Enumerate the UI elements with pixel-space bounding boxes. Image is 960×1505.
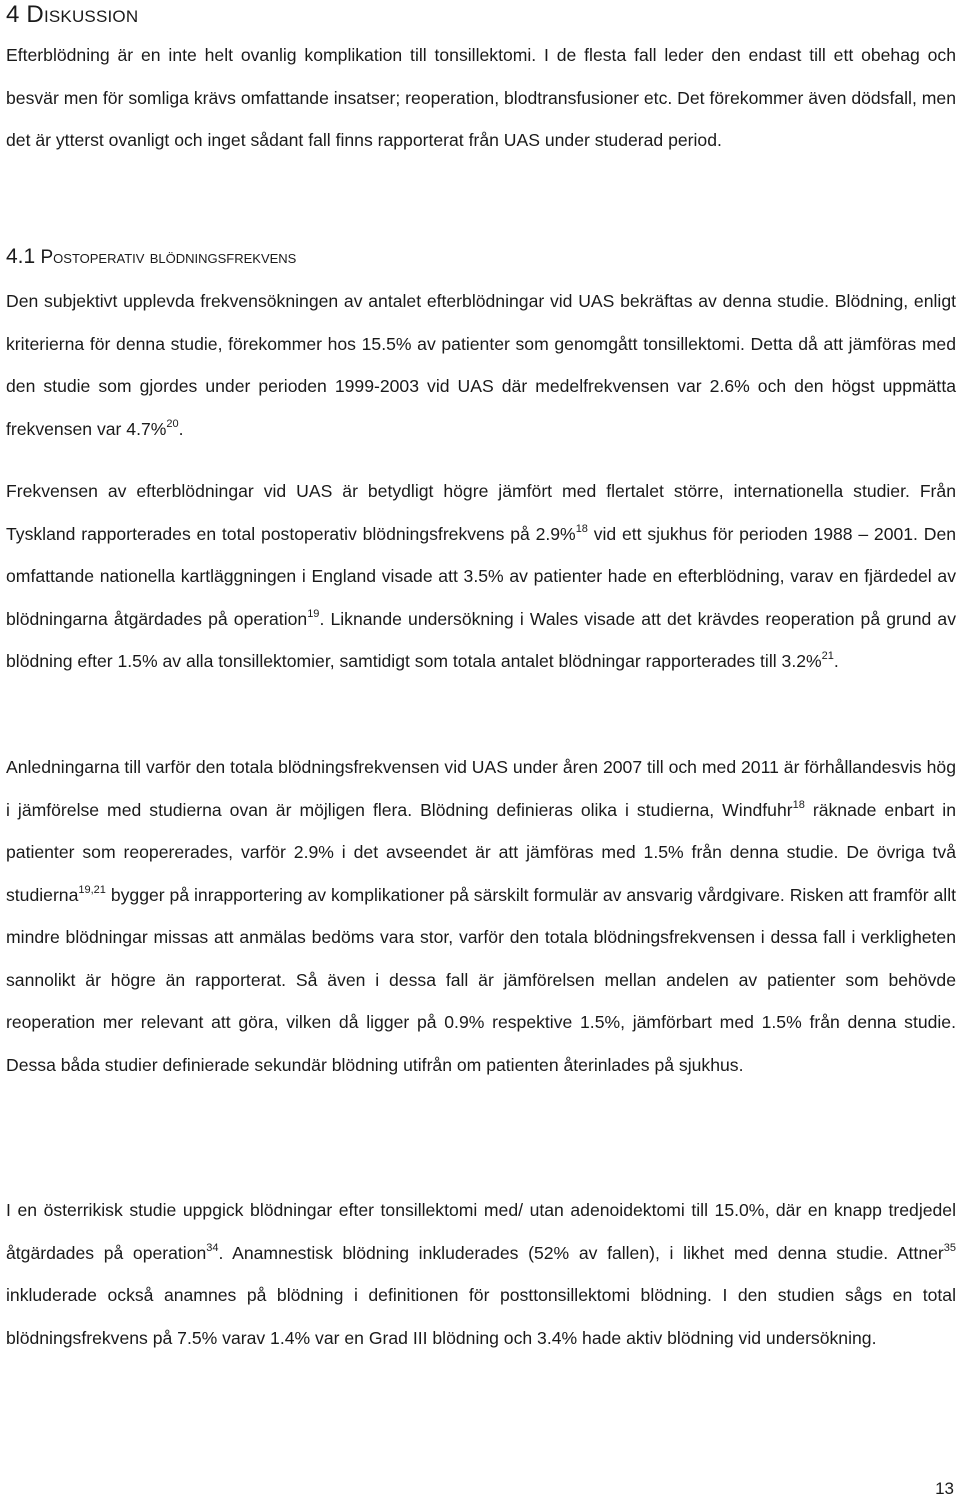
citation-ref: 21 — [821, 650, 834, 662]
text-run: . — [178, 418, 184, 439]
paragraph-frequency — [6, 280, 956, 450]
citation-ref: 19,21 — [78, 883, 106, 896]
chapter-heading: 4 Diskussion — [6, 1, 139, 28]
section-number: 4.1 — [6, 245, 36, 268]
section-title: Postoperativ blödningsfrekvens — [40, 247, 297, 268]
text-run: inkluderade också anamnes på blödning i definitionen för posttonsillektomi blödning. I den studien sågs en total blödningsfrekvens på 7.5% varav 1.4% var en Grad III blödning och 3.4% hade aktiv blödning vid undersökning. — [6, 1285, 956, 1348]
citation-ref: 18 — [792, 798, 805, 811]
text-run: . Liknande undersökning i Wales visade att det krävdes reoperation på grund av blödning efter 1.5% av alla tonsillektomier, samtidigt som totala antalet blödningar rapporterades till 3.2% — [6, 608, 956, 671]
text-run: vid ett sjukhus för perioden 1988 – 2001. Den omfattande nationella kartläggningen i England visade att 3.5% av patienter hade en efterblödning, varav en fjärdedel av blödningarna åtgärdades på operation — [6, 523, 957, 629]
page-number: 13 — [935, 1479, 954, 1498]
text-run: I en österrikisk studie uppgick blödningar efter tonsillektomi med/ utan adenoidektomi till 15.0%, där en knapp tredjedel åtgärdades på operation — [6, 1200, 956, 1263]
citation-ref: 18 — [575, 522, 588, 535]
text-run: bygger på inrapportering av komplikationer på särskilt formulär av ansvarig vårdgivare. Risken att framför allt mindre blödningar missas att anmälas bedöms vara stor, varför den totala blödningsfrekvensen i dessa fall i verkligheten sannolikt är högre än rapporterat. Så även i dessa fall är jämförelsen mellan andelen av patienter som behövde reoperation mer relevant att göra, vilken då ligger på 0.9% respektive 1.5%, jämförbart med 1.5% från denna studie. Dessa båda studier definierade sekundär blödning utifrån om patienten återinlades på sjukhus. — [6, 884, 956, 1075]
text-run: Frekvensen av efterblödningar vid UAS är betydligt högre jämfört med flertalet större, internationella studier. Från Tyskland rapporterades en total postoperativ blödningsfrekvens på 2.9% — [6, 481, 956, 544]
citation-ref: 35 — [943, 1241, 957, 1254]
citation-ref: 20 — [166, 417, 179, 430]
text-run: . — [833, 651, 839, 671]
citation-ref: 34 — [206, 1241, 219, 1254]
paragraph-international — [6, 470, 956, 683]
text-run: Den subjektivt upplevda frekvensökningen av antalet efterblödningar vid UAS bekräftas av denna studie. Blödning, enligt kriterierna för denna studie, förekommer hos 15.5% av patienter som genomgått tonsillektomi. Detta då att jämföras med den studie som gjordes under perioden 1999-2003 vid UAS där medelfrekvensen var 2.6% och den högst uppmätta frekvensen var 4.7% — [6, 291, 956, 439]
text-run: . Anamnestisk blödning inkluderades (52% av fallen), i likhet med denna studie. Attner — [218, 1242, 944, 1263]
paragraph-reasons — [6, 746, 956, 1086]
section-heading — [6, 244, 296, 271]
citation-ref: 19 — [307, 607, 320, 620]
text-run: Anledningarna till varför den totala blödningsfrekvensen vid UAS under åren 2007 till och med 2011 är förhållandesvis hög i jämförelse med studierna ovan är möjligen flera. Blödning definieras olika i studierna, Windfuhr — [6, 757, 956, 820]
paragraph-intro: Efterblödning är en inte helt ovanlig komplikation till tonsillektomi. I de flesta fall leder den endast till ett obehag och besvär men för somliga krävs omfattande insatser; reoperation, blodtransfusioner etc. Det förekommer även dödsfall, men det är ytterst ovanligt och inget sådant fall finns rapporterat från UAS under studerad period. — [6, 45, 956, 150]
paragraph-austria — [6, 1189, 956, 1359]
text-run: räknade enbart in patienter som reopererades, varför 2.9% i det avseendet är att jämföras med 1.5% från denna studie. De övriga två studierna — [6, 799, 956, 905]
